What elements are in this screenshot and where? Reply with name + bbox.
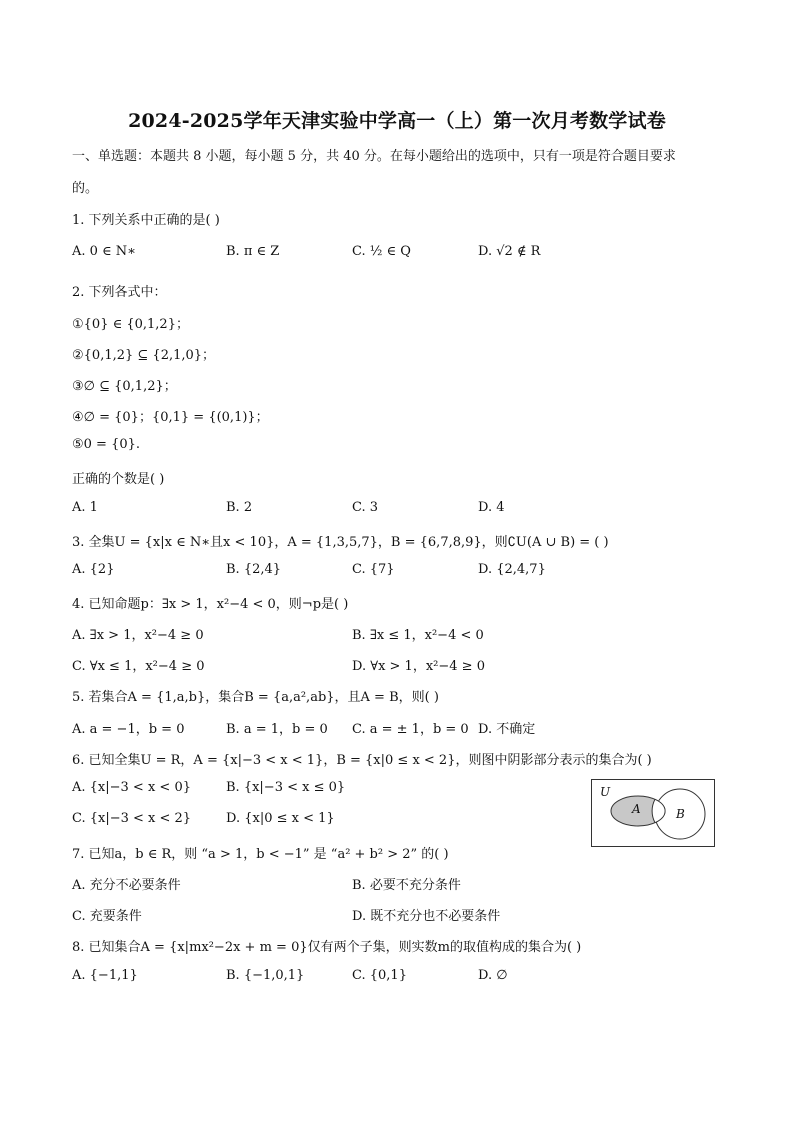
set-a-label: A	[632, 802, 641, 816]
q5-option-d: D. 不确定	[478, 722, 536, 737]
q2-item-5: ⑤0 = {0}.	[72, 437, 141, 452]
q1-option-a: A. 0 ∈ N∗	[72, 244, 137, 259]
section-header-line2: 的。	[72, 181, 99, 196]
q2-option-d: D. 4	[478, 500, 505, 515]
question-2-stem: 2. 下列各式中：	[72, 285, 167, 300]
q4-option-d: D. ∀x > 1，x²−4 ≥ 0	[352, 659, 485, 674]
q4-option-b: B. ∃x ≤ 1，x²−4 < 0	[352, 628, 484, 643]
q8-option-b: B. {−1,0,1}	[226, 968, 305, 983]
question-5-stem: 5. 若集合A = {1,a,b}，集合B = {a,a²,ab}，且A = B，则( )	[72, 690, 439, 705]
q3-option-b: B. {2,4}	[226, 562, 282, 577]
q2-item-2: ②{0,1,2} ⊆ {2,1,0}；	[72, 348, 216, 363]
q5-option-b: B. a = 1，b = 0	[226, 722, 328, 737]
q2-option-c: C. 3	[352, 500, 379, 515]
q2-tail: 正确的个数是( )	[72, 472, 165, 487]
q3-option-c: C. {7}	[352, 562, 395, 577]
set-b-label: B	[676, 807, 685, 821]
q6-option-d: D. {x|0 ≤ x < 1}	[226, 811, 335, 826]
section-header-line1: 一、单选题：本题共 8 小题，每小题 5 分，共 40 分。在每小题给出的选项中，只有一项是符合题目要求	[72, 149, 676, 164]
q3-option-a: A. {2}	[72, 562, 115, 577]
q6-option-b: B. {x|−3 < x ≤ 0}	[226, 780, 346, 795]
q7-option-a: A. 充分不必要条件	[72, 878, 181, 893]
universal-set-label: U	[600, 785, 611, 799]
q5-option-c: C. a = ± 1，b = 0	[352, 722, 469, 737]
q5-option-a: A. a = −1，b = 0	[72, 722, 185, 737]
q7-option-c: C. 充要条件	[72, 909, 142, 924]
q2-item-3: ③∅ ⊆ {0,1,2}；	[72, 379, 177, 394]
q1-option-d: D. √2 ∉ R	[478, 244, 541, 259]
q7-option-d: D. 既不充分也不必要条件	[352, 909, 501, 924]
q1-option-b: B. π ∈ Z	[226, 244, 280, 259]
venn-diagram	[591, 779, 715, 847]
q4-option-a: A. ∃x > 1，x²−4 ≥ 0	[72, 628, 204, 643]
q6-option-c: C. {x|−3 < x < 2}	[72, 811, 192, 826]
q2-item-4: ④∅ = {0}；{0,1} = {(0,1)}；	[72, 410, 269, 425]
q8-option-a: A. {−1,1}	[72, 968, 138, 983]
q7-option-b: B. 必要不充分条件	[352, 878, 461, 893]
question-3-stem: 3. 全集U = {x|x ∈ N∗且x < 10}，A = {1,3,5,7}，B = {6,7,8,9}，则∁U(A ∪ B) = ( )	[72, 535, 609, 550]
q2-option-a: A. 1	[72, 500, 98, 515]
page-title: 2024-2025学年天津实验中学高一（上）第一次月考数学试卷	[128, 110, 666, 132]
q8-option-d: D. ∅	[478, 968, 508, 983]
q6-option-a: A. {x|−3 < x < 0}	[72, 780, 191, 795]
venn-svg	[592, 780, 714, 846]
question-6-stem: 6. 已知全集U = R，A = {x|−3 < x < 1}，B = {x|0 ≤ x < 2}，则图中阴影部分表示的集合为( )	[72, 753, 652, 768]
q8-option-c: C. {0,1}	[352, 968, 407, 983]
question-1-stem: 1. 下列关系中正确的是( )	[72, 213, 220, 228]
q3-option-d: D. {2,4,7}	[478, 562, 546, 577]
q2-item-1: ①{0} ∈ {0,1,2}；	[72, 317, 189, 332]
question-4-stem: 4. 已知命题p：∃x > 1，x²−4 < 0，则¬p是( )	[72, 597, 349, 612]
question-7-stem: 7. 已知a，b ∈ R，则 “a > 1，b < −1” 是 “a² + b² > 2” 的( )	[72, 847, 449, 862]
q2-option-b: B. 2	[226, 500, 253, 515]
question-8-stem: 8. 已知集合A = {x|mx²−2x + m = 0}仅有两个子集，则实数m的取值构成的集合为( )	[72, 940, 582, 955]
q4-option-c: C. ∀x ≤ 1，x²−4 ≥ 0	[72, 659, 205, 674]
q1-option-c: C. ½ ∈ Q	[352, 244, 411, 259]
